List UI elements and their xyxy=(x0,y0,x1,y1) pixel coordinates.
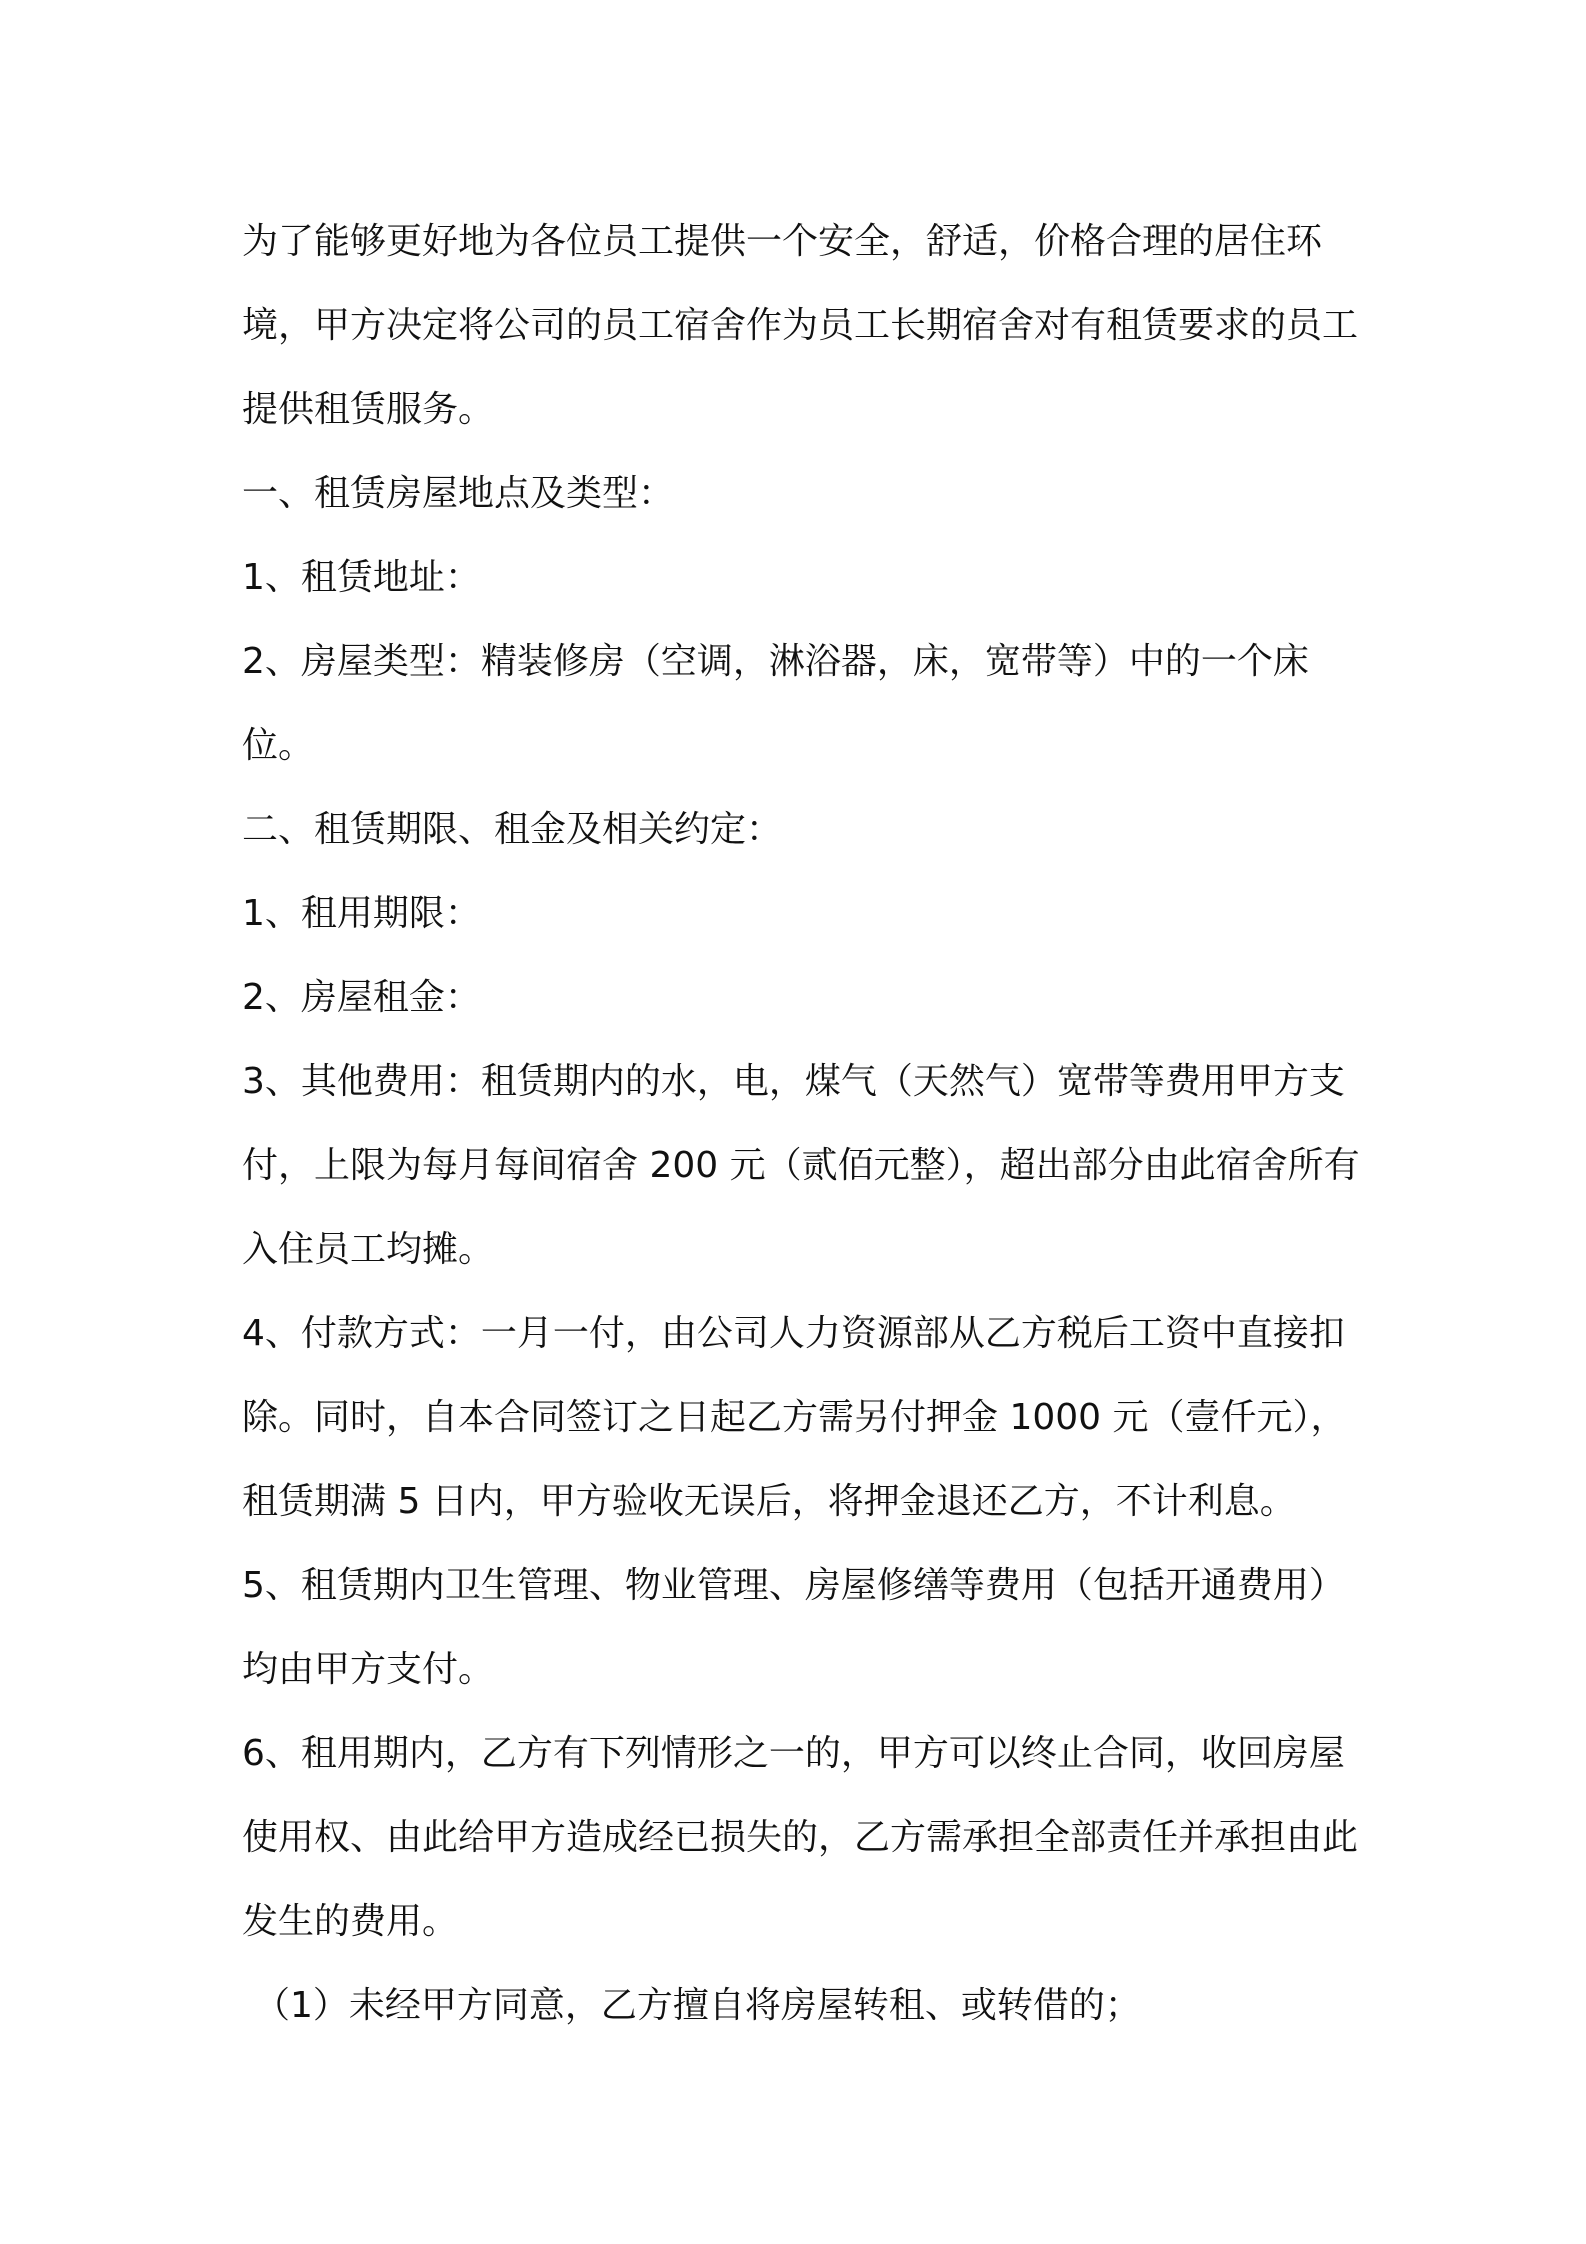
clause-payment-method: 4、付款方式：一月一付，由公司人力资源部从乙方税后工资中直接扣除。同时，自本合同签订之日起乙方需另付押金 1000 元（壹仟元），租赁期满 5 日内，甲方验收无误后，将押金退还乙方，不计利息。 xyxy=(242,1313,1347,1522)
clause-rental-term: 1、租用期限： xyxy=(242,893,481,934)
section-heading-location-type: 一、租赁房屋地点及类型： xyxy=(242,473,675,514)
clause-maintenance-fees: 5、租赁期内卫生管理、物业管理、房屋修缮等费用（包括开通费用）均由甲方支付。 xyxy=(242,1565,1345,1690)
clause-rental-address: 1、租赁地址： xyxy=(242,557,481,598)
clause-house-type: 2、房屋类型：精装修房（空调，淋浴器，床，宽带等）中的一个床位。 xyxy=(242,641,1309,766)
intro-paragraph: 为了能够更好地为各位员工提供一个安全，舒适，价格合理的居住环境，甲方决定将公司的员工宿舍作为员工长期宿舍对有租赁要求的员工提供租赁服务。 xyxy=(242,221,1359,430)
clause-house-rent: 2、房屋租金： xyxy=(242,977,481,1018)
clause-sublet-item: （1）未经甲方同意，乙方擅自将房屋转租、或转借的； xyxy=(254,1985,1141,2026)
clause-other-fees: 3、其他费用：租赁期内的水，电，煤气（天然气）宽带等费用甲方支付，上限为每月每间宿舍 200 元（贰佰元整），超出部分由此宿舍所有入住员工均摊。 xyxy=(242,1061,1360,1270)
section-heading-term-rent: 二、租赁期限、租金及相关约定： xyxy=(242,809,783,850)
document-body xyxy=(242,200,1362,2048)
clause-termination-conditions: 6、租用期内，乙方有下列情形之一的，甲方可以终止合同，收回房屋使用权、由此给甲方造成经已损失的，乙方需承担全部责任并承担由此发生的费用。 xyxy=(242,1733,1359,1942)
